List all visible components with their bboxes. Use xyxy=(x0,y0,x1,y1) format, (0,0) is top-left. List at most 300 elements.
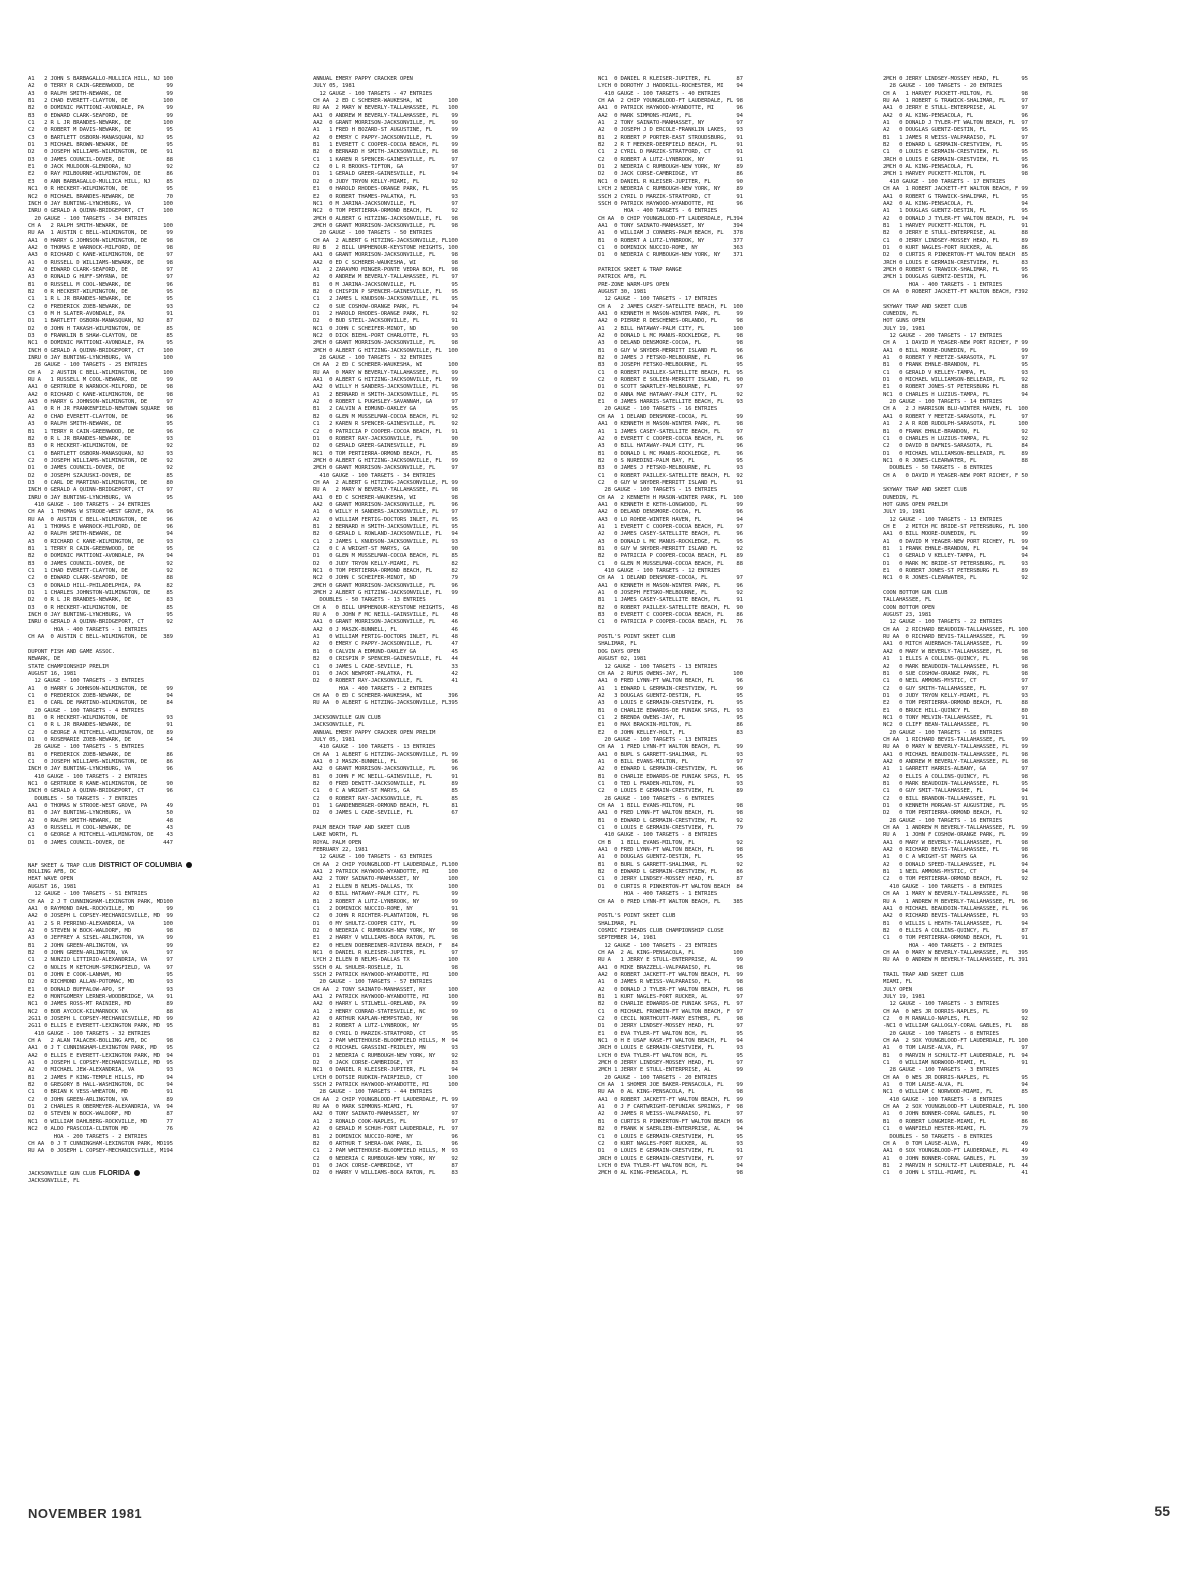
result-line: B2 0 DOMINIC MATTIONI-AVONDALE, PA 99 xyxy=(28,105,173,112)
result-line: C1 1 R L JR BRANDES-NEWARK, DE 95 xyxy=(28,296,173,303)
result-line: B3 0 EDWARD CLARK-SEAFORD, DE 99 xyxy=(28,112,173,119)
result-line: A1 0 JAMES R WEISS-VALPARAISO, FL 98 xyxy=(598,979,743,986)
result-line: A2 3 DOUGLAS GUENTZ-DESTIN, FL 95 xyxy=(598,692,743,699)
result-line: 28 GAUGE - 100 TARGETS - 6 ENTRIES xyxy=(598,795,714,802)
result-line: 12 GAUGE - 100 TARGETS - 13 ENTRIES xyxy=(598,663,718,670)
result-line: INCH 0 JAY BUNTING-LYNCHBURG, VA 95 xyxy=(28,612,173,619)
result-line: C1 0 MICHAEL FROWEIN-FT WALTON BEACH, F 97 xyxy=(598,1008,743,1015)
result-line: A1 2 ELLEN B NELMS-DALLAS, TX 100 xyxy=(313,883,458,890)
result-line: D1 3 MICHAEL BROWN-NEWARK, DE 95 xyxy=(28,142,173,149)
result-line: 410 GAUGE - 100 TARGETS - 34 ENTRIES xyxy=(313,472,436,479)
result-line: A1 1 FRED H BOZARD-ST AUGUSTINE, FL 99 xyxy=(313,127,458,134)
result-line: 410 GAUGE - 100 TARGETS - 17 ENTRIES xyxy=(883,178,1006,185)
result-line: 410 GAUGE - 100 TARGETS - 8 ENTRIES xyxy=(883,883,1003,890)
result-line: B2 0 GERALD L ROWLAND-JACKSONVILLE, FL 94 xyxy=(313,531,458,538)
result-line: D2 0 JUDY TRYON KELLY-MIAMI, FL 82 xyxy=(313,560,458,567)
result-line: CH AA 1 DELAND DENSMORE-COCOA, FL 97 xyxy=(598,575,743,582)
result-line: C1 0 TOM PERTIERRA-ORMOND BEACH, FL 91 xyxy=(883,935,1028,942)
result-line: CH A 0 DAVID M YEAGER-NEW PORT RICHEY, F 50 xyxy=(883,472,1028,479)
result-line: 20 GAUGE - 100 TARGETS - 16 ENTRIES xyxy=(883,729,1003,736)
result-line xyxy=(28,1156,276,1163)
result-line: 12 GAUGE - 100 TARGETS - 13 ENTRIES xyxy=(883,516,1003,523)
result-line: B1 2 DOMINICK NUCCIO-ROME, NY 96 xyxy=(313,1133,458,1140)
result-line: 28 GAUGE - 100 TARGETS - 5 ENTRIES xyxy=(28,744,144,751)
result-line: D1 0 SCOTT SWARTLEY-MELBOURNE, FL 97 xyxy=(598,384,743,391)
result-line: NC1 0 DANIEL R KLEISER-JUPITER, FL 94 xyxy=(313,1067,458,1074)
result-line: 12 GAUGE - 100 TARGETS - 63 ENTRIES xyxy=(313,854,433,861)
result-line: 12 GAUGE - 100 TARGETS - 47 ENTRIES xyxy=(313,90,433,97)
result-line: C1 0 JERRY LINDSEY-MOSSEY HEAD, FL 89 xyxy=(883,237,1028,244)
result-line: D1 0 KURT NAGLES-FORT RUCKER, AL 86 xyxy=(883,244,1028,251)
result-line: D1 2 NEDERIA C RUMBOUGH-NEW YORK, NY 92 xyxy=(313,1052,458,1059)
result-line: C1 0 LOUIS E GERMAIN-CRESTVIEW, FL 95 xyxy=(883,149,1028,156)
result-line: C1 0 TED L FRADEN-MILTON, FL 93 xyxy=(598,781,743,787)
result-line: A1 2 JOHN S BARBAGALLO-MULLICA HILL, NJ 100 xyxy=(28,76,173,82)
result-line: A2 0 JAMES CASEY-SATELLITE BEACH, FL 96 xyxy=(598,531,743,538)
result-line: 2MCH 1 DOUGLAS GUENTZ-DESTIN, FL 96 xyxy=(883,274,1028,281)
result-line: HOT GUNS OPEN PRELIM xyxy=(883,501,948,508)
result-line: 2MCH 0 GRANT MORRISON-JACKSONVILLE, FL 98 xyxy=(313,222,458,229)
result-line: PALM BEACH TRAP AND SKEET CLUB xyxy=(313,825,410,832)
result-line: B1 0 CHARLIE EDWARDS-DE FUNIAK SPGS, FL 95 xyxy=(598,773,743,780)
result-line: CH AA 2 CHIP YOUNGBLOOD-FT LAUDERDALE, FL 99 xyxy=(313,1096,458,1103)
result-line: C1 2 JAMES L KNUDSON-JACKSONVILLE, FL 93 xyxy=(313,538,458,545)
result-line: D1 0 JAMES COUNCIL-DOVER, DE 92 xyxy=(28,465,173,472)
result-line: B2 0 S NUREDINI-PALM BAY, FL 95 xyxy=(598,457,743,464)
result-line: 2MCH 1 JERRY E STULL-ENTERPRISE, AL 99 xyxy=(598,1067,743,1074)
result-line: AA1 0 FRED LYNN-FT WALTON BEACH, FL 98 xyxy=(598,810,743,817)
result-line: CH AA 2 ALBERT G HITZING-JACKSONVILLE, FL 99 xyxy=(313,479,458,486)
result-line: CH AA 2 SOX YOUNGBLOOD-FT LAUDERDALE, FL 100 xyxy=(883,1038,1028,1045)
result-line: A1 1 EVERETT C COOPER-COCOA BEACH, FL 97 xyxy=(598,523,743,530)
result-line: C1 1 CHAD EVERETT-CLAYTON, DE 92 xyxy=(28,568,173,575)
result-line: C1 0 BARTLETT OSBORN-MANASQUAN, NJ 93 xyxy=(28,450,173,457)
result-line: B2 0 DOMINIC MATTIONI-AVONDALE, PA 94 xyxy=(28,553,173,560)
result-line: INCH 0 JAY BUNTING-LYNCHBURG, VA 96 xyxy=(28,766,173,773)
result-line xyxy=(883,965,1131,972)
result-line: B1 0 R HECKERT-WILMINGTON, DE 93 xyxy=(28,714,173,721)
result-line: NC1 0 TONY MELVIN-TALLAHASSEE, FL 91 xyxy=(883,714,1028,721)
result-line: C2 0 DAVID B DAFNIS-SARASOTA, FL 84 xyxy=(883,443,1028,450)
result-line: STATE CHAMPIONSHIP PRELIM xyxy=(28,663,109,670)
result-line: E3 0 ANN BARBAGALLO-MULLICA HILL, NJ 85 xyxy=(28,178,173,185)
result-line: C2 0 LOUIS E GERMAIN-CRESTVIEW, FL 89 xyxy=(598,788,743,795)
result-line: A1 0 WILLIAM J CONNERS-PALM BEACH, FL 378 xyxy=(598,230,743,237)
result-line: JRCH 0 LOUIS E GERMAIN-CRESTVIEW, FL 97 xyxy=(598,1155,743,1162)
result-line: A3 0 JEFFREY A SISEL-ARLINGTON, VA 99 xyxy=(28,935,173,942)
result-line: B3 0 R HECKERT-WILMINGTON, DE 92 xyxy=(28,443,173,450)
result-line: AA1 0 MITCH AUERBACH-TALLAHASSEE, FL 99 xyxy=(883,641,1028,648)
result-line: COSMIC FISHEADS CLUB CHAMPIONSHIP CLOSE xyxy=(598,927,724,934)
result-line: B1 0 FRANK EHNLE-BRANDON, FL 92 xyxy=(883,428,1028,435)
result-line: CH AA 1 ANDREW M BEVERLY-TALLAHASSEE, FL 99 xyxy=(883,825,1028,832)
result-line: HOA - 400 TARGETS - 1 ENTRIES xyxy=(28,626,148,633)
result-line: 2MCH 0 ALBERT G HITZING-JACKSONVILLE, FL 99 xyxy=(313,457,458,464)
result-line: CH E 2 MITCH MC BRIDE-ST PETERSBURG, FL 100 xyxy=(883,523,1028,530)
result-line: A2 0 GERALD M SCHUH-FORT LAUDERDALE, FL 97 xyxy=(313,1126,458,1133)
result-line: AA1 0 ED C SCHERER-WAUKESHA, WI 98 xyxy=(313,494,458,501)
result-line: C1 0 ROBERT PAILLEX-SATELLITE BEACH, FL 92 xyxy=(598,472,743,479)
result-line: D1 0 MICHAEL WILLIAMSON-BELLEAIR, FL 92 xyxy=(883,377,1028,384)
result-line: 2MCH 0 ALBERT G HITZING-JACKSONVILLE, FL 100 xyxy=(313,347,458,354)
result-line: B1 0 JOHN F MC NEILL-GAINSVILLE, FL 91 xyxy=(313,773,458,780)
result-line: CH A 0 TOM LAUSE-ALVA, FL 49 xyxy=(883,1140,1028,1147)
result-line: B2 0 JAMES J FETSKO-MELBOURNE, FL 96 xyxy=(598,355,743,362)
result-line: C1 0 ROBERT PAILLEX-SATELLITE BEACH, FL 95 xyxy=(598,369,743,376)
result-line: JACKSONVILLE, FL xyxy=(313,722,365,729)
result-line: SEPTEMBER 14, 1981 xyxy=(598,935,656,942)
result-line: B3 0 EVERETT C COOPER-COCOA BEACH, FL 86 xyxy=(598,612,743,619)
result-line: NC1 0 H E USAF KASE-FT WALTON BEACH, FL 94 xyxy=(598,1038,743,1045)
result-line: 2MCH 0 AL KING-PENSACOLA, FL 98 xyxy=(598,1170,743,1177)
result-line: RU A 0 JOHN F MC NEILL-GAINSVILLE, FL 48 xyxy=(313,612,458,619)
result-line: NC2 0 CLIFF BEAN-TALLAHASSEE, FL 90 xyxy=(883,722,1028,729)
result-line: A1 0 HARRY G JOHNSON-WILMINGTON, DE 99 xyxy=(28,685,173,692)
result-line: A2 0 BILL HATAWAY-PALM CITY, FL 99 xyxy=(313,891,458,898)
result-line: AA1 0 ALBERT G HITZING-JACKSONVILLE, FL 99 xyxy=(313,377,458,384)
result-line: RU AA 1 ROBERT G TRAWICK-SHALIMAR, FL 97 xyxy=(883,98,1028,105)
result-line: C2 0 L R BROOKS-TIFTON, GA 97 xyxy=(313,164,458,171)
result-line: 2MCH 0 JERRY LINDSEY-MOSSEY HEAD, FL 97 xyxy=(598,1060,743,1067)
result-line: CH AA 2 ED C SCHERER-WAUKESHA, WI 100 xyxy=(313,98,458,105)
result-line: E2 0 HELEN DOEBREINER-RIVIERA BEACH, F 84 xyxy=(313,942,458,949)
result-line: A2 0 MICHAEL JEW-ALEXANDRIA, VA 93 xyxy=(28,1067,173,1074)
result-line: 28 GAUGE - 100 TARGETS - 32 ENTRIES xyxy=(313,355,433,362)
result-line: C1 0 GERALD V KELLEY-TAMPA, FL 93 xyxy=(883,369,1028,376)
result-line xyxy=(28,854,276,861)
result-line: CH AA 1 FRED LYNN-FT WALTON BEACH, FL 99 xyxy=(598,744,743,751)
result-line: C1 0 JAMES L CADE-SEVILLE, FL 33 xyxy=(313,663,458,670)
result-line: AA1 0 KENNETH H MASON-WINTER PARK, FL 96 xyxy=(598,582,743,589)
result-line: A2 0 EDWARD CLARK-SEAFORD, DE 97 xyxy=(28,266,173,273)
result-line: SKYWAY TRAP AND SKEET CLUB xyxy=(883,303,967,310)
result-line: D1 0 MARK MC BRIDE-ST PETERSBURG, FL 93 xyxy=(883,560,1028,567)
result-line: C1 2 DOMINICK NUCCIO-ROME, NY 91 xyxy=(313,905,458,912)
results-column-2 xyxy=(313,76,561,1516)
result-line xyxy=(598,906,846,913)
result-line: 12 GAUGE - 100 TARGETS - 23 ENTRIES xyxy=(598,942,718,949)
result-line: D2 0 JAMES L CADE-SEVILLE, FL 67 xyxy=(313,810,458,817)
result-line: AA2 0 ED C SCHERER-WAUKESHA, WI 98 xyxy=(313,259,458,266)
result-line: A1 0 DONALD J TYLER-FT WALTON BEACH, FL 97 xyxy=(883,120,1028,127)
result-line: D2 0 ANNA MAE HATAWAY-PALM CITY, FL 92 xyxy=(598,391,743,398)
result-line: B2 0 CYRIL D MARZIK-STRATFORD, CT 95 xyxy=(313,1030,458,1037)
result-line: 2MCH 1 HARVEY PUCKETT-MILTON, FL 98 xyxy=(883,171,1028,178)
state-section-header-dc xyxy=(28,862,276,869)
result-line: AA1 0 BILL MOORE-DUNEDIN, FL 99 xyxy=(883,347,1028,354)
result-line: 28 GAUGE - 100 TARGETS - 20 ENTRIES xyxy=(883,83,1003,90)
result-line: NC1 0 DANIEL R KLEISER-JUPITER, FL 90 xyxy=(598,178,743,185)
result-line: AA1 0 KENNETH H MASON-WINTER PARK, FL 98 xyxy=(598,421,743,428)
result-line: CH AA 2 J T CUNNINGHAM-LEXINGTON PARK, MD100 xyxy=(28,898,173,905)
result-line: RU AA 0 RICHARD BEVIS-TALLAHASSEE, FL 99 xyxy=(883,634,1028,641)
result-line: A1 1 EDWARD L GERMAIN-CRESTVIEW, FL 99 xyxy=(598,685,743,692)
result-line: NC1 0 R HECKERT-WILMINGTON, DE 95 xyxy=(28,186,173,193)
result-line: B1 0 CALVIN A EDMUND-OAKLEY GA 45 xyxy=(313,648,458,655)
result-line: A2 0 DONALD J TYLER-FT WALTON BEACH, FL 94 xyxy=(883,215,1028,222)
result-line: NC1 0 CHARLES H LUZIUS-TAMPA, FL 94 xyxy=(883,391,1028,398)
result-line: 20 GAUGE - 100 TARGETS - 14 ENTRIES xyxy=(883,399,1003,406)
result-line: B2 0 FRANK W SAERLIEN-ENTERPRISE, AL 94 xyxy=(598,1126,743,1133)
result-line: B1 2 JAMES F KING-TEMPLE HILLS, MD 94 xyxy=(28,1074,173,1081)
result-line: E2 0 ROBERT THAMES-PALATKA, FL 93 xyxy=(313,193,458,200)
result-line: JULY 19, 1981 xyxy=(883,509,925,516)
result-line: A2 0 MARK BEAUDOIN-TALLAHASSEE, FL 98 xyxy=(883,663,1028,670)
result-line: B1 1 JAMES CASEY-SATELLITE BEACH, FL 91 xyxy=(598,597,743,604)
result-line: B1 1 HARVEY PUCKETT-MILTON, FL 91 xyxy=(883,222,1028,229)
result-line: B1 2 ROBERT A LUTZ-LYNBROOK, NY 95 xyxy=(313,1023,458,1030)
result-line: A1 0 WILLIAM FERTIG-DOCTORS INLET, FL 48 xyxy=(313,634,458,641)
result-line: AA2 2 TONY SAINATO-MANHASSET, NY 100 xyxy=(313,876,458,883)
result-line: NC1 0 TOM PERTIERRA-ORMOND BEACH, FL 85 xyxy=(313,450,458,457)
result-line: AA2 0 ANDREW M BEVERLY-TALLAHASSEE, FL 98 xyxy=(883,758,1028,765)
club-name: JACKSONVILLE GUN CLUB xyxy=(28,1171,99,1178)
result-line: A1 0 J F CARTWRIGHT-DEFUNIAK SPRINGS, F 98 xyxy=(598,1104,743,1111)
result-line: C2 0 FREDERICK ZOEB-NEWARK, DE 93 xyxy=(28,303,173,310)
result-line: C1 0 BRIAN K VESS-WHEATON, MD 91 xyxy=(28,1089,173,1096)
result-line: CH AA 1 MARY W BEVERLY-TALLAHASSEE, FL 98 xyxy=(883,891,1028,898)
result-line: SSCH 0 PATRICK HAYWOOD-WYANDOTTE, MI 96 xyxy=(598,200,743,207)
result-line: B2 0 ARTHUR T SHERA-OAK PARK, IL 96 xyxy=(313,1140,458,1147)
result-line: C1 0 JERRY LINDSEY-MOSSEY HEAD, FL 87 xyxy=(598,876,743,883)
result-line: D2 0 TOM PERTIERRA-ORMOND BEACH, FL 92 xyxy=(883,810,1028,817)
result-line: D1 0 JERRY LINDSEY-MOSSEY HEAD, FL 97 xyxy=(598,1023,743,1030)
result-line: A1 2 ZARAVMO MINGER-PONTE VEDRA BCH, FL 98 xyxy=(313,266,458,273)
result-line: D2 0 JOSEPH WILLIAMS-WILMINGTON, DE 91 xyxy=(28,149,173,156)
result-line: 20 GAUGE - 100 TARGETS - 4 ENTRIES xyxy=(28,707,144,714)
result-line: A1 0 BILL EVANS-MILTON, FL 97 xyxy=(598,758,743,765)
result-line: AUGUST 16, 1981 xyxy=(28,883,77,890)
issue-date: NOVEMBER 1981 xyxy=(28,1506,143,1521)
result-line: ANNUAL EMERY PAPPY CRACKER OPEN xyxy=(313,76,413,82)
result-line: A2 0 ANDREW M BEVERLY-TALLAHASSEE, FL 97 xyxy=(313,274,458,281)
result-line: C3 0 M H SLATER-AVONDALE, PA 91 xyxy=(28,311,173,317)
result-line: A1 0 ROBERT Y MEETZE-SARASOTA, FL 97 xyxy=(883,355,1028,362)
result-line: B2 0 FRED DEWITT-JACKSONVILLE, FL 89 xyxy=(313,781,458,787)
result-line: CH AA 2 AL KING-PENSACOLA, FL 100 xyxy=(598,949,743,956)
result-line: AA1 0 RAYMOND DAHL-ROCKVILLE, MD 99 xyxy=(28,905,173,912)
result-line: SSCH 0 AL SHULER-ROSELLE, IL 98 xyxy=(313,964,458,971)
result-line: AA1 0 GERTRUDE R WARNOCK-MILFORD, DE 98 xyxy=(28,384,173,391)
result-line: AA3 0 HARRY G JOHNSON-WILMINGTON, DE 97 xyxy=(28,399,173,406)
result-line: E1 2 HARRY V WILLIAMS-BOCA RATON, FL 98 xyxy=(313,935,458,942)
result-line: B2 0 R L JR BRANDES-NEWARK, DE 93 xyxy=(28,435,173,442)
result-line: AA1 0 FRED LYNN-FT WALTON BEACH, FL 98 xyxy=(598,847,743,854)
result-line: 410 GAUGE - 100 TARGETS - 24 ENTRIES xyxy=(28,501,151,508)
result-line: C1 0 C A WRIGHT-ST MARYS, GA 85 xyxy=(313,788,458,795)
result-line: TRAIL TRAP AND SKEET CLUB xyxy=(883,971,964,978)
result-line: 28 GAUGE - 100 TARGETS - 16 ENTRIES xyxy=(883,817,1003,824)
result-line: E1 0 MAX BRACKIN-MILTON, FL 86 xyxy=(598,722,743,729)
result-line: 2MCH 0 JERRY LINDSEY-MOSSEY HEAD, FL 95 xyxy=(883,76,1028,82)
result-line: D2 0 STEVEN W BOCK-WALDORF, MD 87 xyxy=(28,1111,173,1118)
result-line: B1 1 TERRY R CAIN-GREENWOOD, DE 96 xyxy=(28,428,173,435)
result-line: D3 0 FRANKLIN B SHAW-CLAYTON, DE 85 xyxy=(28,333,173,340)
result-line: C3 0 BARTLETT OSBORN-MANASQUAN, NJ 95 xyxy=(28,134,173,141)
result-line: NC2 0 TOM PERTIERRA-ORMOND BEACH, FL 92 xyxy=(313,208,458,215)
result-line: DOUBLES - 50 TARGETS - 7 ENTRIES xyxy=(28,795,138,802)
result-line: CH AA 2 SOX YOUNGBLOOD-FT LAUDERDALE, FL 100 xyxy=(883,1104,1028,1111)
result-line: E2 0 MONTGOMERY LERNER-WOODBRIDGE, VA 91 xyxy=(28,993,173,1000)
result-line: AA1 0 FRED LYNN-FT WALTON BEACH, FL 96 xyxy=(598,678,743,685)
result-line: B3 0 JAMES J FETSKO-MELBOURNE, FL 93 xyxy=(598,465,743,472)
result-line: E2 0 TOM PERTIERRA-ORMOND BEACH, FL 88 xyxy=(883,700,1028,707)
result-line: B1 0 JAY BUNTING-LYNCHBURG, VA 50 xyxy=(28,810,173,817)
result-line: PRE-ZONE WARM-UPS OPEN xyxy=(598,281,669,288)
result-line: C2 0 ROBERT RAY-JACKSONVILLE, FL 85 xyxy=(313,795,458,802)
result-line: C2 0 JOHN GREEN-ARLINGTON, VA 89 xyxy=(28,1096,173,1103)
result-line: B1 1 TERRY R CAIN-GREENWOOD, DE 95 xyxy=(28,546,173,552)
result-line: JULY 05, 1981 xyxy=(313,736,355,743)
result-line: 20 GAUGE - 100 TARGETS - 8 ENTRIES xyxy=(883,1030,999,1037)
result-line: B1 0 FRANK EHNLE-BRANDON, FL 95 xyxy=(883,362,1028,369)
result-line: C1 0 JOSEPH WILLIAMS-WILMINGTON, DE 86 xyxy=(28,758,173,765)
result-line: CH A 1 DAVID M YEAGER-NEW PORT RICHEY, F 99 xyxy=(883,340,1028,347)
result-line: 410 GAUGE - 100 TARGETS - 40 ENTRIES xyxy=(598,90,721,97)
result-line: CH A 2 RALPH SMITH-NEWARK, DE 100 xyxy=(28,222,173,229)
result-line: D2 0 RICHMOND ALLAN-POTOMAC, MD 93 xyxy=(28,979,173,986)
result-line: A1 1 THOMAS E WARNOCK-MILFORD, DE 96 xyxy=(28,523,173,530)
result-line: C1 0 DOMINICK NUCCIO-ROME, NY 363 xyxy=(598,244,743,251)
result-line: AA2 0 DELAND DENSMORE-COCOA, FL 96 xyxy=(598,509,743,516)
result-line: A2 0 ROBERT L PUGHSLEY-SAVANNAH, GA 97 xyxy=(313,399,458,406)
result-line xyxy=(883,480,1131,487)
result-line: DOUBLES - 50 TARGETS - 8 ENTRIES xyxy=(883,1133,993,1140)
result-line: RU AA 0 AL KING-PENSACOLA, FL 98 xyxy=(598,1089,743,1096)
result-line: LYCH 0 EVA TYLER-FT WALTON BCH, FL 95 xyxy=(598,1052,743,1059)
result-line: CH AA 1 BILL EVANS-MILTON, FL 98 xyxy=(598,803,743,810)
result-line: COON BOTTOM OPEN xyxy=(883,604,935,611)
result-line: HOA - 400 TARGETS - 1 ENTRIES xyxy=(883,281,1003,288)
result-line: RU A 1 JERRY E STULL-ENTERPRISE, AL 99 xyxy=(598,957,743,964)
result-line: AA2 0 GRANT MORRISON-JACKSONVILLE, FL 96 xyxy=(313,766,458,773)
result-line: B2 0 GREGORY B HALL-WASHINGTON, DC 94 xyxy=(28,1082,173,1089)
result-line: E1 0 HAROLD RHODES-ORANGE PARK, FL 95 xyxy=(313,186,458,193)
result-line xyxy=(313,818,561,825)
result-line: A1 2 RONALD COOK-NAPLES, FL 97 xyxy=(313,1118,458,1125)
result-line: AA1 0 GRANT MORRISON-JACKSONVILLE, FL 46 xyxy=(313,619,458,626)
result-line: POSTL'S POINT SKEET CLUB xyxy=(598,913,676,920)
result-line: AA1 0 MIKE BRAZZELL-VALPARAISO, FL 98 xyxy=(598,964,743,971)
result-line: 20 GAUGE - 100 TARGETS - 34 ENTRIES xyxy=(28,215,148,222)
result-line: A1 0 JOHN BONNER-CORAL GABLES, FL 39 xyxy=(883,1155,1028,1162)
result-line: INCH 0 JAY BUNTING-LYNCHBURG, VA 100 xyxy=(28,200,173,207)
result-line: 410 GAUGE - 100 TARGETS - 12 ENTRIES xyxy=(598,568,721,575)
result-line: D2 0 CURTIS R PINKERTON-FT WALTON BEACH 85 xyxy=(883,252,1028,259)
result-line: A2 0 TERRY R CAIN-GREENWOOD, DE 99 xyxy=(28,83,173,90)
result-line: AA1 0 ANDREW M BEVERLY-TALLAHASSEE, FL 99 xyxy=(313,112,458,119)
result-line: NC1 0 R JONES-CLEARWATER, FL 92 xyxy=(883,575,1028,582)
result-line: PATRICK SKEET & TRAP RANGE xyxy=(598,266,682,273)
result-line: AUGUST 16, 1981 xyxy=(28,670,77,677)
result-line: B1 2 JOHN GREEN-ARLINGTON, VA 99 xyxy=(28,942,173,949)
result-line: NC1 0 WILLIAM DAHLBERG-ROCKVILLE, MD 77 xyxy=(28,1118,173,1125)
result-line: CH AA 1 SHOMER JOE BAKER-PENSACOLA, FL 99 xyxy=(598,1082,743,1089)
result-line: D1 0 JOHN E COOK-LANHAM, MD 95 xyxy=(28,971,173,978)
result-line: AA2 0 ROBERT JACKETT-FT WALTON BEACH, FL 99 xyxy=(598,971,743,978)
result-line: SSCH 2 PATRICK HAYWOOD-WYANDOTTE, MI 100 xyxy=(313,1082,458,1089)
result-line: LYCH 2 ELLEN B NELMS-DALLAS TX 100 xyxy=(313,957,458,964)
result-line: AA1 0 ROBERT JACKETT-FT WALTON BEACH, FL 99 xyxy=(598,1096,743,1103)
result-line: 2MCH 0 ALBERT G HITZING-JACKSONVILLE, FL 98 xyxy=(313,215,458,222)
result-line: B1 1 KURT NAGLES-FORT RUCKER, AL 97 xyxy=(598,993,743,1000)
result-line: B2 0 CRISPIN P SPENCER-GAINESVILLE, FL 44 xyxy=(313,656,458,663)
result-line: C1 0 LOUIS E GERMAIN-CRESTVIEW, FL 79 xyxy=(598,825,743,832)
result-line: A2 0 ELLIS A COLLINS-QUINCY, FL 98 xyxy=(883,773,1028,780)
result-line: NC2 0 ALDO FRASCOIA-CLINTON MD 76 xyxy=(28,1126,173,1133)
result-line: HOA - 400 TARGETS - 2 ENTRIES xyxy=(313,685,433,692)
state-name: FLORIDA xyxy=(99,1170,140,1177)
result-line: C1 2 JAMES L KNUDSON-JACKSONVILLE, FL 95 xyxy=(313,296,458,303)
result-line: NC1 0 TOM PERTIERRA-ORMOND BEACH, FL 82 xyxy=(313,568,458,575)
result-line: A1 0 JOHN BONNER-CORAL GABLES, FL 90 xyxy=(883,1111,1028,1118)
result-line: NC1 0 DOMINIC MATTIONI-AVONDALE, PA 95 xyxy=(28,340,173,347)
result-line: E2 0 JOHN KELLEY-HOLT, FL 83 xyxy=(598,729,743,736)
result-line: D1 1 CHARLES JOHNSTON-WILMINGTON, DE 85 xyxy=(28,590,173,597)
result-line: AA2 0 J MASZK-BUNNELL, FL 46 xyxy=(313,626,458,633)
result-line: AA2 0 JOSEPH L COPSEY-MECHANICSVILLE, MD 99 xyxy=(28,913,173,920)
result-line: 20 GAUGE - 100 TARGETS - 20 ENTRIES xyxy=(598,1074,718,1081)
result-line: AUGUST 30, 1981 xyxy=(598,288,647,295)
result-line: INRU 0 JAY BUNTING-LYNCHBURG, VA 100 xyxy=(28,355,173,362)
result-line: C2 0 ROBERT E SOLIEN-MERRITT ISLAND, FL 90 xyxy=(598,377,743,384)
result-line: D1 0 JACK NEWPORT-PALATKA, FL 42 xyxy=(313,670,458,677)
result-line: B2 0 EDWARD L GERMAIN-CRESTVIEW, FL 95 xyxy=(883,142,1028,149)
result-line: B2 0 CHISPIN P SPENCER-GAINESVILLE, FL 95 xyxy=(313,288,458,295)
result-line: RU AA 1 AUSTIN C BELL-WILMINGTON, DE 99 xyxy=(28,230,173,237)
result-line: A1 0 DAVID M YEAGER-NEW PORT RICHEY, FL 99 xyxy=(883,538,1028,545)
result-line: CH AA 2 CHIP YOUNGBLOOD-FT LAUDERDALE, FL 98 xyxy=(598,98,743,105)
result-line: A1 0 R H JR FRANKENFIELD-NEWTOWN SQUARE 98 xyxy=(28,406,173,413)
result-line: NC2 0 BOB AYCOCK-KILMARNOCK VA 88 xyxy=(28,1008,173,1015)
result-line: CH AA 2 KENNETH H MASON-WINTER PARK, FL 100 xyxy=(598,494,743,501)
result-line: A1 0 JOSEPH FETSKO-MELBOURNE, FL 92 xyxy=(598,590,743,597)
result-line: CH AA 1 ROBERT JACKETT-FT WALTON BEACH, F 99 xyxy=(883,186,1028,193)
result-line: C2 0 NEDERIA C RUMBOUGH-NEW YORK, NY 92 xyxy=(313,1155,458,1162)
result-line: D3 0 R HECKERT-WILMINGTON, DE 85 xyxy=(28,604,173,611)
result-line: B2 0 GLEN M MUSSELMAN-COCOA BEACH, FL 92 xyxy=(313,413,458,420)
result-line: C2 0 JOSEPH WILLIAMS-WILMINGTON, DE 92 xyxy=(28,457,173,464)
result-line: A1 2 A R ROB RUDOLPH-SARASOTA, FL 100 xyxy=(883,421,1028,428)
result-line: LYCH 0 DOROTHY J HADDRILL-ROCHESTER, MI 94 xyxy=(598,83,743,90)
result-line: SSCH 2 PATRICK HAYWOOD-WYANDOTTE, MI 100 xyxy=(313,971,458,978)
result-line xyxy=(28,1163,276,1170)
result-line: CH AA 0 WES JR DORRIS-NAPLES, FL 95 xyxy=(883,1074,1028,1081)
result-line: A3 0 RONALD G HUFF-SMYRNA, DE 97 xyxy=(28,274,173,281)
result-line: HOT GUNS OPEN xyxy=(883,318,925,325)
result-line: D3 0 CARL DE MARTINO-WILMINGTON, DE 80 xyxy=(28,479,173,486)
result-line: 2MCH 0 GRANT MORRISON-JACKSONVILLE, FL 97 xyxy=(313,465,458,472)
results-column-3 xyxy=(598,76,846,1516)
result-line: RU AA 0 MARY W BEVERLY-TALLAHASSEE, FL 99 xyxy=(883,744,1028,751)
result-line: A3 0 RUSSELL M COOL-NEWARK, DE 43 xyxy=(28,825,173,832)
result-line: 20 GAUGE - 100 TARGETS - 57 ENTRIES xyxy=(313,979,433,986)
result-line: A1 0 DOUGLAS GUENTZ-DESTIN, FL 95 xyxy=(598,854,743,861)
result-line: HOA - 200 TARGETS - 2 ENTRIES xyxy=(28,1133,148,1140)
result-line: D1 0 JACK CORSE-CAMBRIDGE, VT 87 xyxy=(313,1162,458,1169)
result-line: D1 0 KENNETH MORGAN-ST AUGUSTINE, FL 95 xyxy=(883,803,1028,810)
bullet-icon xyxy=(186,862,192,868)
result-line: B1 2 CALVIN A EDMUND-OAKLEY GA 95 xyxy=(313,406,458,413)
result-line: D1 0 JAMES COUNCIL-DOVER, DE 447 xyxy=(28,839,173,846)
result-line: CH AA 0 MARY W BEVERLY-TALLAHASSEE, FL 395 xyxy=(883,949,1028,956)
results-column-4 xyxy=(883,76,1131,1516)
result-line: 12 GAUGE - 100 TARGETS - 17 ENTRIES xyxy=(598,296,718,303)
result-line: 28 GAUGE - 100 TARGETS - 3 ENTRIES xyxy=(883,1067,999,1074)
result-line: AA2 0 RICHARD BEVIS-TALLAHASSEE, FL 98 xyxy=(883,847,1028,854)
result-line: A1 2 TONY SAINATO-MANHASSET, NY 97 xyxy=(598,120,743,127)
result-line: LYCH 0 EVA TYLER-FT WALTON BCH, FL 94 xyxy=(598,1162,743,1169)
